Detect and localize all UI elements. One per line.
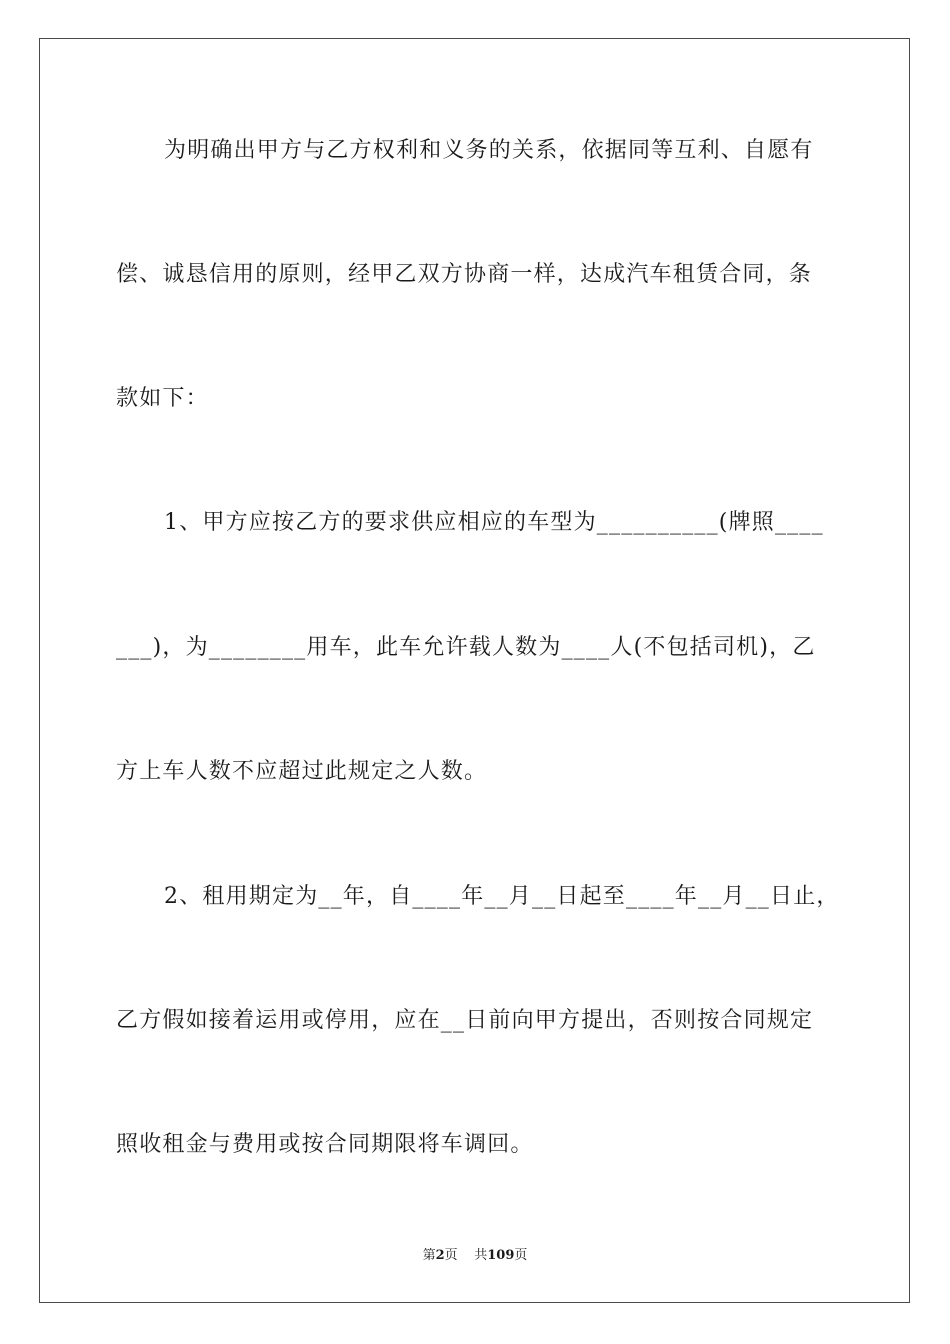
page-border	[39, 38, 910, 1303]
clause-2-line-3: 照收租金与费用或按合同期限将车调回。	[116, 1132, 534, 1157]
page-footer	[0, 1247, 950, 1265]
page-prefix: 第	[422, 1248, 436, 1263]
total-pages: 109	[487, 1248, 515, 1263]
total-prefix: 共	[474, 1248, 488, 1263]
clause-1-line-2: ___)，为________用车，此车允许载人数为____人(不包括司机)，乙	[116, 635, 816, 660]
page-number: 2	[435, 1248, 445, 1263]
clause-2-line-2: 乙方假如接着运用或停用，应在__日前向甲方提出，否则按合同规定	[116, 1008, 814, 1033]
page-suffix: 页	[444, 1248, 458, 1263]
paragraph-1-line-3: 款如下：	[116, 386, 209, 411]
clause-1-line-3: 方上车人数不应超过此规定之人数。	[116, 759, 488, 784]
paragraph-1-line-2: 偿、诚恳信用的原则，经甲乙双方协商一样，达成汽车租赁合同，条	[116, 262, 813, 287]
paragraph-1-line-1: 为明确出甲方与乙方权利和义务的关系，依据同等互利、自愿有	[164, 138, 814, 163]
total-suffix: 页	[514, 1248, 528, 1263]
clause-2-line-1: 2、租用期定为__年，自____年__月__日起至____年__月__日止，	[164, 884, 840, 909]
clause-1-line-1: 1、甲方应按乙方的要求供应相应的车型为__________(牌照____	[164, 510, 824, 535]
